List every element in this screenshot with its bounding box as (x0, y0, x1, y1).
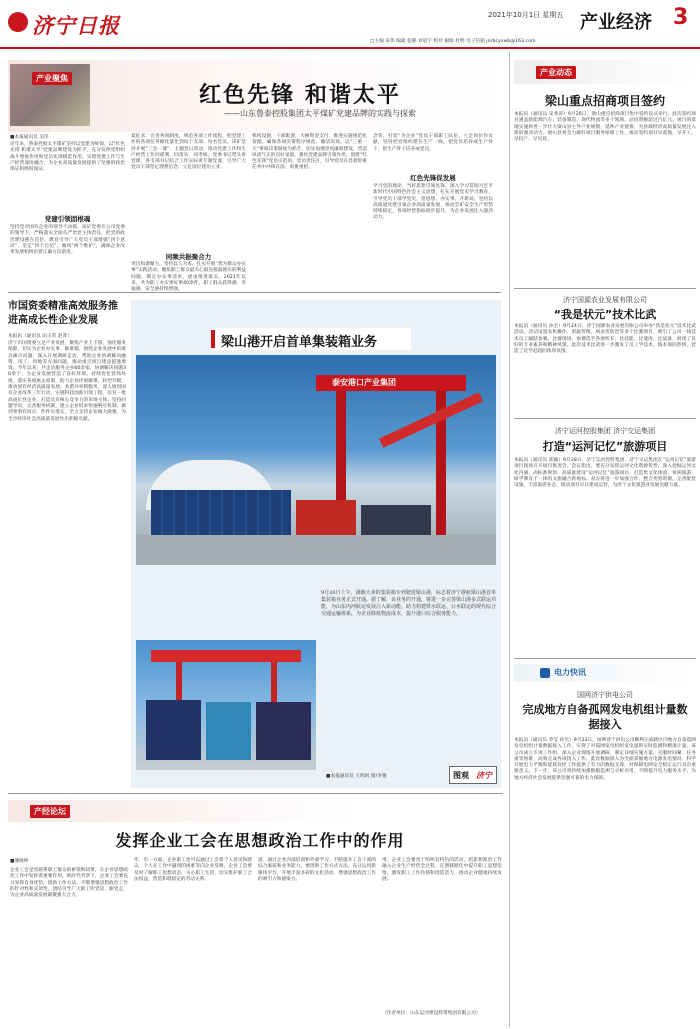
issue-date: 2021年10月1日 星期五 (488, 11, 564, 19)
gantry-leg-a (176, 662, 182, 702)
right-story1-title: 梁山重点招商项目签约 (544, 94, 665, 108)
right-story1-body: 本报讯（通讯员 宋秀涛）9月26日，梁山重点招商项目集中签约仪式举行。此次签约项目涵盖新能源汽车、装备制造、现代物流等多个领域，总投资额超过百亿元。项目的落地实施将进一步壮大梁山县主导产业规模，延伸产业链条，为县域经济高质量发展注入新的强劲动力。梁山县将全力做好项目服务保障工作，推动签约项目早落地、早开工、早投产、早见效。 (514, 112, 696, 143)
right-story2-title: “我是状元”技术比武 (553, 308, 657, 321)
section-name: 产业经济 (580, 12, 652, 33)
divider-r2 (514, 418, 696, 419)
photo-title: 梁山港开启首单集装箱业务 (221, 335, 378, 350)
divider-r3 (514, 658, 696, 659)
container-dark (361, 505, 431, 535)
bottom-story-author-note: （作者单位：山东运河建设投资集团有限公司） (382, 1011, 481, 1016)
bottom-story-banner (8, 800, 503, 822)
container-navy (146, 700, 201, 760)
photo-column-logo-text: 图观 (453, 771, 469, 780)
divider-r1 (514, 288, 696, 289)
bottom-story-col4: 用，企业工会要善于组织有特色的活动，把思想政治工作融入企业生产经营全过程，在潜移默化中提升职工思想觉悟，激发职工工作热情和创造活力，推动企业健康持续发展。 (382, 858, 502, 882)
newspaper-logo-icon (8, 12, 28, 32)
masthead-rule (0, 47, 700, 49)
main-story-byline: ■本报通讯员 吴萍 (10, 135, 49, 140)
photo-column-logo-text2: 济宁 (476, 770, 492, 780)
editor-credits: □主编 朱伟 编辑 张静 刘思宇 校对 谢娟 杜明 电子信箱 jnrbcyxwb@163.com (370, 39, 536, 44)
main-story-subtitle: ——山东鲁泰控股集团太平煤矿党建品牌的实践与探索 (224, 109, 416, 118)
right-story4-body: 本报讯（通讯员 李莹 孙光）9月23日，国网济宁供电公司顺利完成辖区内地方自备孤网发电机组计量数据接入工作，实现了对孤网发电机组发电量的实时监测和精准计量。该公司成立专项工作组，深入企业现场开展调研，制定详细实施方案，克服时间紧、任务重等困难，高效完成各项接入工作。此次数据接入为全面掌握地方电源发电情况、科学开展电力平衡和能耗双控工作提供了有力的数据支撑，对保障电网安全稳定运行具有重要意义。下一步，该公司将持续加强数据监测与分析应用，不断提升电力服务水平，为地方经济社会发展提供坚强可靠的电力保障。 (514, 738, 696, 781)
main-story-subhead3: 红色先锋促发展 (410, 174, 456, 182)
main-story-tag: 产业聚焦 (32, 72, 72, 85)
right-story3-title: 打造“运河记忆”旅游项目 (542, 440, 668, 453)
right-story4-kicker: 国网济宁供电公司 (577, 691, 633, 699)
bottom-story-col1: 企业工会是党联系职工群众的桥梁和纽带，在企业思想政治工作中发挥着重要作用。新时代背景下，企业工会要充分发挥自身优势，创新工作方法，不断增强思想政治工作的针对性和实效性，团结引导广大职工听党话、跟党走，为企业高质量发展凝聚强大合力。 (10, 868, 128, 899)
main-story-col4: 念管，打造“为企业”党员干部职工队伍，立足岗位作贡献，坚持把党组织建在生产一线，把党员培养成生产骨干，把生产骨干培养成党员。 (373, 134, 493, 152)
main-story-para1: 近年来，鲁泰控股太平煤矿坚持以党建为统领，以“红色先锋 和谐太平”党建品牌建设为抓手，充分发挥党组织战斗堡垒作用和党员先锋模范作用，实现党建工作与生产经营深度融合，为企业高质量发展提供了坚强的政治保证和组织保证。 (10, 142, 125, 173)
photo-column-logo (449, 766, 497, 784)
right-story3-body: 本报讯（通讯员 郭颖）9月28日，济宁运河控股集团、济宁交运集团在“运河记忆”旅游项目现场召开项目推进会。会议指出，要充分发挥运河文化资源优势，深入挖掘运河文化内涵，高标准规划、高质量建设“运河记忆”旅游项目，打造集文化体验、休闲旅游、研学教育于一体的文旅融合新地标。双方将进一步加强合作，整合优势资源，完善配套设施，丰富旅游业态，推动项目早日建成运营，为济宁文化旅游业发展贡献力量。 (514, 458, 696, 489)
port-photo-main (136, 355, 496, 565)
bottom-story-col2: 作，有一方面，企业职工也可以通过工会将个人意见和建议，个人在工作中遇到的困难等向企业反映，企业工会要及时了解职工思想动态，关心职工生活，切实维护职工合法权益，营造和谐稳定的劳动关系。 (134, 858, 252, 882)
crane-sign-text: 泰安港口产业集团 (332, 378, 396, 387)
page-number: 3 (673, 5, 689, 30)
photo-title-accent (211, 330, 215, 348)
gantry-leg-b (271, 662, 277, 702)
bottom-story-byline: ■潘晓婷 (10, 859, 29, 864)
paper-name: 济宁日报 (32, 13, 120, 38)
divider-bottom (8, 793, 503, 794)
main-story-subhead1: 党建引领固根魂 (44, 215, 91, 223)
masthead (0, 0, 700, 50)
photo-credit: ■本报通讯员 王明珂 图/李强 (326, 774, 387, 779)
port-photo-secondary (136, 640, 316, 770)
right-story4-title: 完成地方自备孤网发电机组计量数据接入 (522, 703, 688, 731)
power-icon (540, 668, 550, 678)
main-story-col2: 夏征求、完善各项制度，规范各项工作流程，把党建工作的各项任务细化量化到每个支部、每名党员。该矿坚持开展“三会一课”、主题党日活动，推动党建工作和生产经营工作同部署、同落实、同考核。党委书记带头讲党课，各支部书记结合工作实际讲专题党课，引导广大党员干部坚定理想信念，立足岗位建功立业。 (131, 134, 246, 171)
crane-beam (379, 392, 483, 448)
right-story2-body: 本报讯（通讯员 孙宏）9月24日，济宁国源农业发展有限公司举办“我是状元”技术比武活动。活动设置农机操作、果蔬管理、病虫害防治等多个比赛项目，吸引了公司一线技术员工踊跃参赛。比赛现场，参赛选手各展所长，比技能、比速度、比质量，展现了良好的专业素养和精神风貌。此次技术比武进一步激发了员工学技术、练本领的热情，营造了比学赶超的浓厚氛围。 (514, 324, 696, 355)
main-story-col2b: 突出和谐聚力，坚持以人为本，扎实开展“我为群众办实事”实践活动。聚焦职工群众最关心最直接最现实的利益问题，制定办实事清单，逐项推进落实。2021年以来，共为职工办实事好事40余件，职工群众获得感、幸福感、安全感持续增强。 (131, 262, 246, 293)
container-teal (206, 702, 251, 760)
container-red (296, 500, 356, 535)
main-story-col4b: 学习党的理论，当好思想引领先锋。深入学习贯彻习近平新时代中国特色社会主义思想，扎实开展党史学习教育，引导党员干部学党史、悟思想、办实事、开新局。坚持以高质量党建引领企业高质量发展，推动全矿安全生产形势持续稳定，各项经营指标稳步提升，为企业发展注入强劲动力。 (373, 184, 493, 221)
container-purple (256, 702, 311, 760)
right-story2-kicker: 济宁国源农业发展有限公司 (563, 296, 647, 304)
bottom-story-col3: 道，通过企业内部培训和外部学习，不断提升工会干部的综合素质和业务能力。要创新工作方式方法，充分运用新媒体平台，开展丰富多彩的文化活动，增强思想政治工作的吸引力和感染力。 (258, 858, 376, 882)
right-story3-kicker: 济宁运河控股集团 济宁交运集团 (554, 427, 656, 435)
bottom-story-title: 发挥企业工会在思想政治工作中的作用 (115, 831, 405, 850)
port-ground (136, 535, 496, 565)
main-story-subhead2: 同频共振聚合力 (165, 253, 212, 261)
left-story-title: 市国资委精准高效服务推进高成长性企业发展 (8, 301, 118, 326)
main-story-para2: 坚持党对国有企业的领导不动摇，该矿党委在公司党委的领导下，严格落实全面从严治党主体责任，把党的政治建设摆在首位，教育引导广大党员干部增强“四个意识”、坚定“四个自信”、做到“两个维护”，确保企业改革发展始终沿着正确方向前进。 (10, 225, 125, 256)
main-story-title: 红色先锋 和谐太平 (199, 83, 401, 108)
left-story-body: 济宁市国资委立足产业发展，聚焦产业上下游，强化服务保障，切实为企业办实事、解难题。围绕企业发展中的难点痛点问题，深入开展调研走访，帮助企业协调解决融资、用工、用地等方面问题，推动重点项目建设提速增效。今年以来，共走访服务企业60余家，协调解决问题30余个，为企业发展营造了良好环境。持续优化营商环境，落实各项惠企政策，助力企业纾困解难、转型升级，推动国有经济高质量发展。多措并举抓服务，深入推进国有企业改革三年行动，实施科技创新引领工程，培育一批高成长性企业，打造具有核心竞争力的市场主体。坚持问题导向，完善服务机制，建立企业诉求快速响应机制，做到事事有回应、件件有落实，全力支持企业做大做强，为全市经济社会高质量发展作出积极贡献。 (8, 341, 126, 422)
divider-main (8, 292, 501, 293)
photo-caption: 9月26日上午，满载大米的集装箱专列驶进梁山港，标志着济宁港航梁山港首单集装箱业务正式开通。据了解，该业务的开通，将进一步完善梁山港多式联运功能，为山东内河航运发展注入新动能，助力构建铁水联运、公水联运的现代综合交通运输体系，为企业降低物流成本，提升港口综合服务能力。 (321, 590, 497, 617)
right-story1-tag: 产业动态 (536, 66, 576, 79)
right-story4-tag: 电力快讯 (554, 668, 586, 677)
photo-feature (131, 300, 501, 788)
main-story-col3: 机构设置，干部配置，大额资金支付，推进实施规范化管理，确保各项决策程序规范、廉洁高效。以“三重一大”事项决策制度为抓手，切实加强党风廉政建设，营造风清气正的良好氛围。强化党建品牌引领作用，创建“红色先锋”党员示范岗、党员责任区，引导党员在急难险重任务中冲锋在前、勇挑重担。 (252, 134, 367, 171)
bottom-story-tag: 产经论坛 (30, 805, 70, 818)
gantry-top (151, 650, 301, 662)
container-stack-blue (151, 490, 291, 535)
left-story-byline: 本报讯（通讯员 田玉荣 赵菁） (8, 334, 72, 339)
right-col-divider (509, 52, 510, 1027)
